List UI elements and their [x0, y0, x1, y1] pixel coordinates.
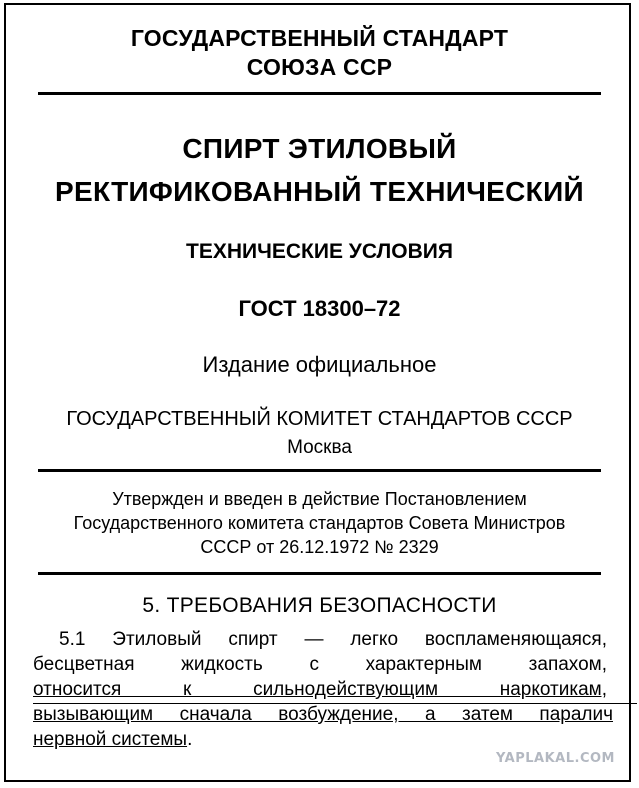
header-line-1: ГОСУДАРСТВЕННЫЙ СТАНДАРТ [130, 25, 509, 51]
underline-extension [33, 703, 637, 704]
paragraph-line-2: бесцветная жидкость с характерным запахом, [33, 654, 607, 675]
watermark: YAPLAKAL.COM [496, 751, 615, 766]
title-line-1: СПИРТ ЭТИЛОВЫЙ [182, 133, 457, 164]
edition-label: Издание официальное [202, 352, 437, 377]
title-line-2: РЕКТИФИКОВАННЫЙ ТЕХНИЧЕСКИЙ [55, 176, 584, 207]
section-paragraph [33, 627, 613, 752]
gost-number: ГОСТ 18300–72 [238, 296, 401, 321]
header-line-2: СОЮЗА ССР [246, 54, 393, 80]
divider-3 [38, 572, 601, 575]
paragraph-line-4: вызывающим сначала возбуждение, а затем паралич [33, 704, 613, 725]
divider-1 [38, 92, 601, 95]
committee-name: ГОСУДАРСТВЕННЫЙ КОМИТЕТ СТАНДАРТОВ СССР [66, 408, 573, 430]
paragraph-line-5 [33, 727, 607, 752]
subtitle: ТЕХНИЧЕСКИЕ УСЛОВИЯ [186, 240, 453, 263]
approval-line-2: Государственного комитета стандартов Совета Министров [73, 513, 566, 533]
paragraph-line-5-underlined: нервной системы [33, 729, 188, 750]
paragraph-line-1: 5.1 Этиловый спирт — легко воспламеняющаяся, [59, 629, 607, 650]
paragraph-line-5-tail: . [187, 729, 193, 750]
divider-2 [38, 469, 601, 472]
city-name: Москва [287, 437, 352, 458]
approval-line-1: Утвержден и введен в действие Постановлением [112, 489, 527, 509]
section-heading: 5. ТРЕБОВАНИЯ БЕЗОПАСНОСТИ [142, 594, 497, 617]
approval-line-3: СССР от 26.12.1972 № 2329 [200, 537, 439, 557]
paragraph-line-3: относится к сильнодействующим наркотикам, [33, 679, 607, 700]
